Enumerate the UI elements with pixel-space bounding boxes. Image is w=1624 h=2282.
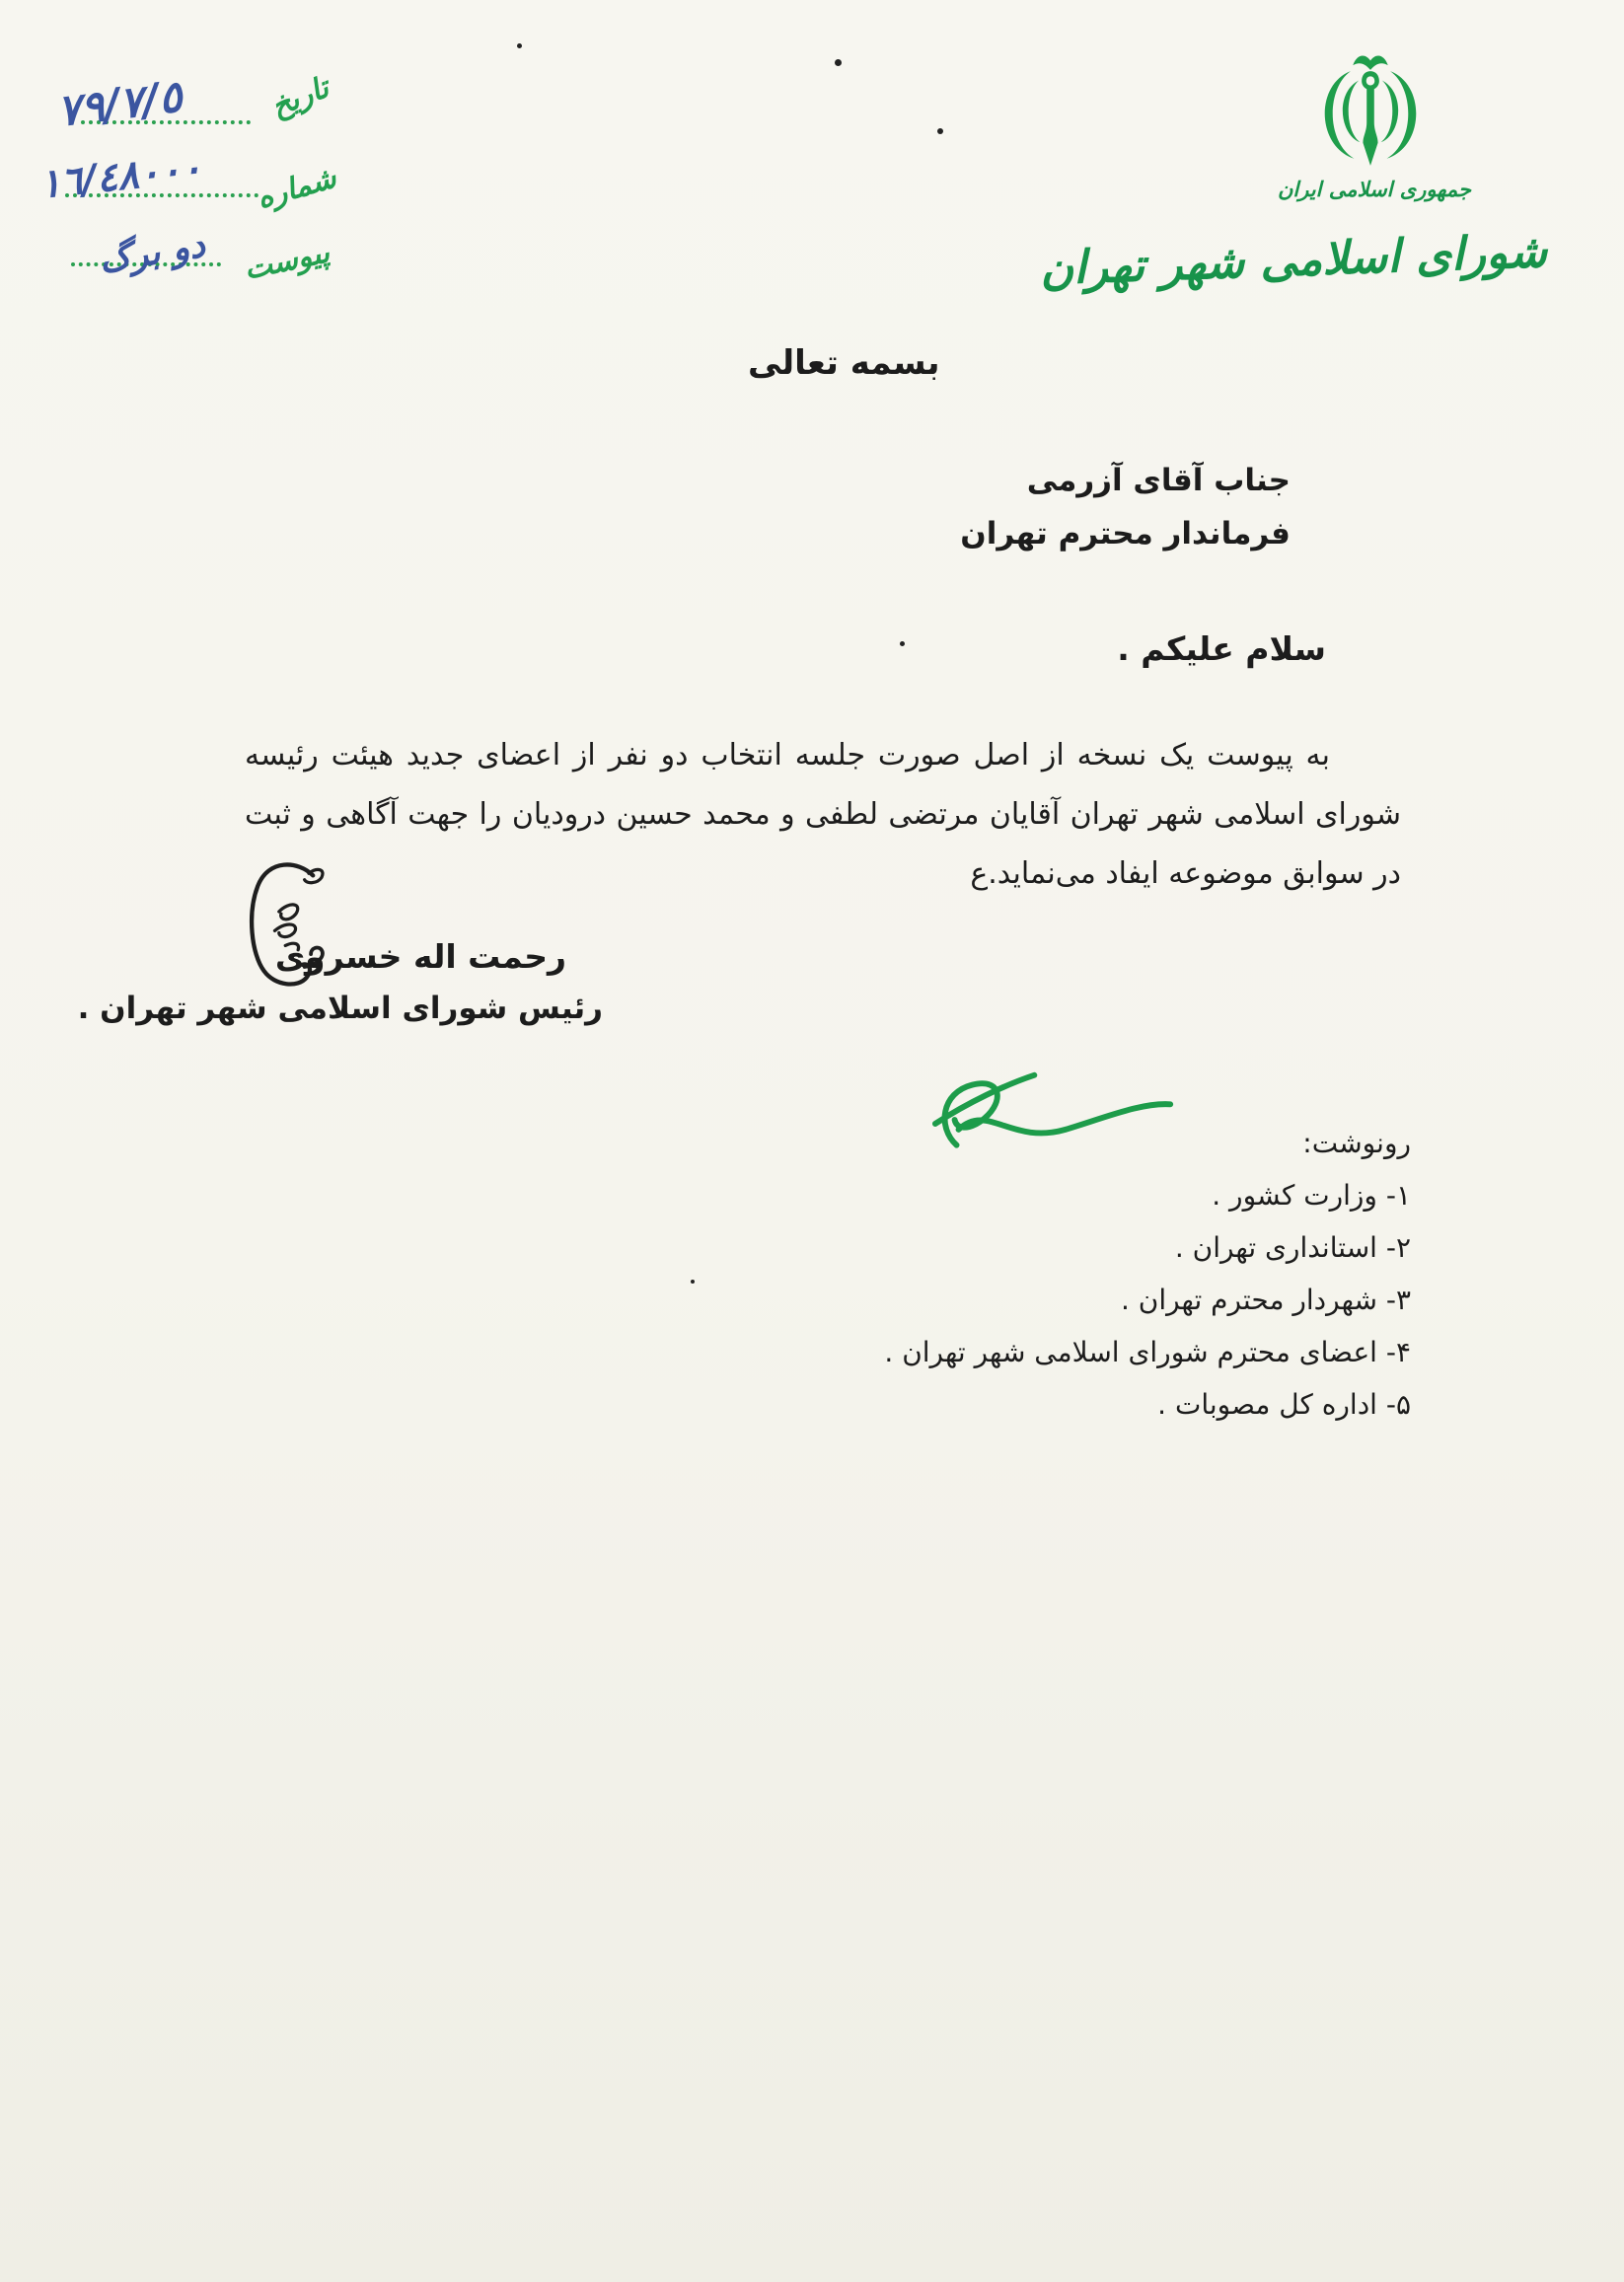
attachment-handwritten-value: دو برگ: [96, 224, 208, 282]
council-calligraphy-title: شورای اسلامی شهر تهران: [1039, 224, 1548, 295]
salutation-line: سلام علیکم .: [1117, 629, 1326, 668]
attachment-label: پیوست: [241, 235, 333, 287]
letter-body: به پیوست یک نسخه از اصل صورت جلسه انتخاب دو نفر از اعضای جدید هیئت رئیسه شورای اسلامی شهر تهران آقایان مرتضی لطفی و محمد حسین درودیان را جهت آگاهی و ثبت در سوابق موضوعه ایفاد می‌نماید.ع: [245, 738, 1401, 891]
scan-speck: [835, 59, 842, 66]
number-label: شماره: [253, 160, 340, 216]
signer-title: رئیس شورای اسلامی شهر تهران .: [77, 991, 603, 1026]
cc-item: ۴- اعضای محترم شورای اسلامی شهر تهران .: [884, 1336, 1411, 1368]
date-label: تاریخ: [265, 70, 334, 125]
date-handwritten-value: ٧٩/٧/٥: [54, 71, 185, 137]
republic-of-iran-line: جمهوری اسلامی ایران: [1277, 178, 1472, 201]
cc-item: ۲- استانداری تهران .: [1174, 1231, 1411, 1264]
recipient-block: [960, 454, 1291, 560]
cc-item: ۱- وزارت کشور .: [1212, 1179, 1411, 1212]
scan-speck: [691, 1280, 695, 1284]
cc-item: ۳- شهردار محترم تهران .: [1120, 1284, 1411, 1316]
recipient-name: جناب آقای آزرمی: [1026, 463, 1291, 498]
cc-list: [884, 1117, 1411, 1431]
recipient-title: فرماندار محترم تهران: [960, 516, 1291, 552]
scan-speck: [900, 641, 905, 646]
scan-speck: [517, 43, 522, 48]
allah-emblem-icon: [1310, 51, 1431, 180]
signer-name: رحمت اله خسروی: [274, 937, 566, 976]
cc-heading: رونوشت:: [1302, 1127, 1411, 1159]
number-handwritten-value: ١٦/٤٨٠٠٠: [37, 145, 204, 208]
besmele-heading: بسمه تعالی: [748, 343, 940, 383]
scan-speck: [937, 128, 943, 134]
cc-item: ۵- اداره کل مصوبات .: [1157, 1388, 1411, 1421]
